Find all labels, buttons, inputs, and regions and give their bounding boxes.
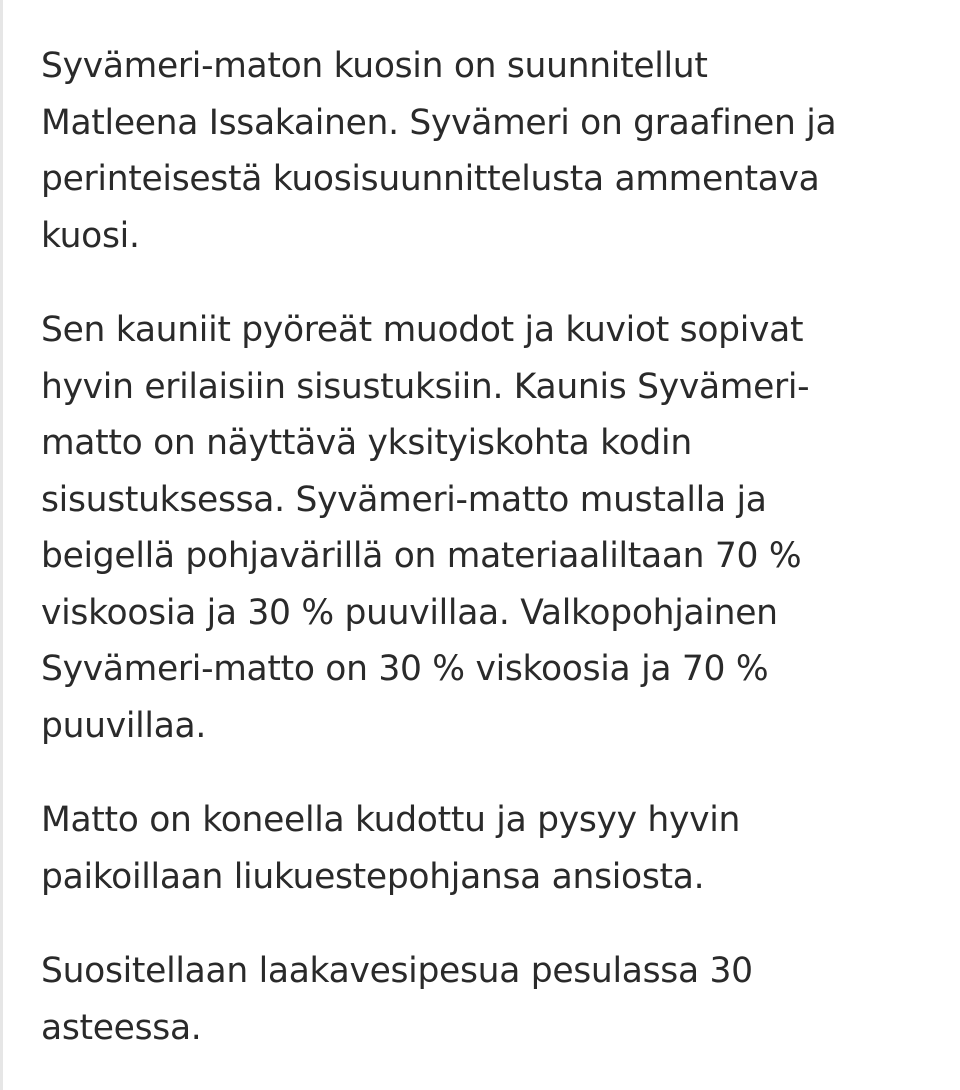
text-line: Sen kauniit pyöreät muodot ja kuviot sopivat [41, 310, 804, 350]
text-line: Suositellaan laakavesipesua pesulassa 30 [41, 951, 753, 991]
description-paragraph-2 [41, 302, 941, 754]
description-paragraph-4 [41, 943, 941, 1056]
text-line: sisustuksessa. Syvämeri-matto mustalla ja [41, 479, 767, 520]
text-line: Syvämeri-maton kuosin on suunnitellut [41, 46, 708, 86]
text-line: beigellä pohjavärillä on materiaaliltaan 70 % [41, 536, 802, 576]
description-paragraph-1 [41, 38, 941, 264]
text-line: perinteisestä kuosisuunnittelusta ammentava [41, 159, 820, 199]
text-line: kuosi. [41, 215, 140, 256]
text-line: hyvin erilaisiin sisustuksiin. Kaunis Syvämeri- [41, 366, 810, 407]
description-paragraph-3 [41, 792, 941, 905]
text-line: Matleena Issakainen. Syvämeri on graafinen ja [41, 102, 837, 143]
text-line: Syvämeri-matto on 30 % viskoosia ja 70 % [41, 649, 769, 689]
left-divider [0, 0, 3, 1090]
text-line: matto on näyttävä yksityiskohta kodin [41, 423, 692, 463]
text-line: viskoosia ja 30 % puuvillaa. Valkopohjainen [41, 592, 778, 633]
text-line: Matto on koneella kudottu ja pysyy hyvin [41, 800, 741, 840]
text-line: paikoillaan liukuestepohjansa ansiosta. [41, 856, 705, 897]
text-line: asteessa. [41, 1007, 202, 1048]
text-line: puuvillaa. [41, 705, 207, 746]
product-description [41, 38, 941, 1056]
